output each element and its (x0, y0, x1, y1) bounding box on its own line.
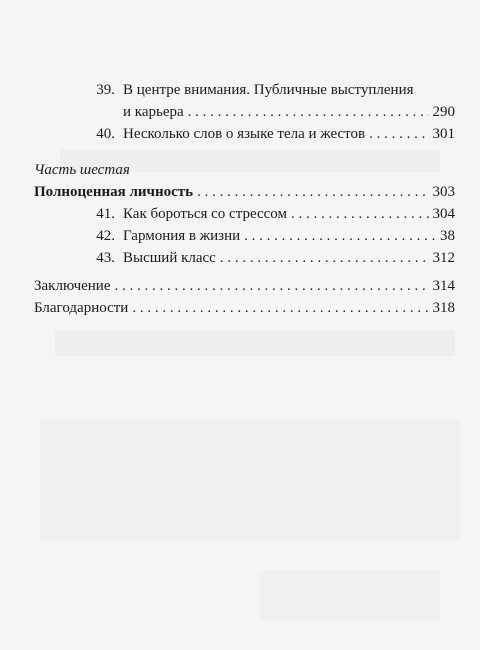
toc-entry-39-line1[interactable] (46, 80, 414, 100)
dot-leader (244, 226, 436, 246)
dot-leader (188, 102, 429, 122)
bleed-through-shadow (55, 330, 455, 356)
page-number: 314 (432, 278, 455, 294)
toc-entry-42[interactable] (46, 226, 455, 246)
chapter-number: 40. (96, 126, 115, 142)
dot-leader (115, 276, 429, 296)
chapter-number: 42. (96, 228, 115, 244)
page-number: 303 (432, 184, 455, 200)
chapter-title-continued: и карьера (123, 104, 184, 120)
section-title: Заключение (34, 278, 111, 294)
dot-leader (197, 182, 428, 202)
chapter-number: 39. (96, 82, 115, 98)
part-label: Часть шестая (34, 162, 130, 178)
page-number: 304 (432, 206, 455, 222)
page-number: 318 (432, 300, 455, 316)
section-title: Благодарности (34, 300, 129, 316)
part-title: Полноценная личность (34, 184, 194, 200)
toc-entry-40[interactable] (46, 124, 455, 144)
toc-entry-conclusion[interactable] (34, 276, 455, 296)
chapter-title: Гармония в жизни (123, 228, 241, 244)
dot-leader (220, 248, 429, 268)
bleed-through-shadow (40, 420, 460, 540)
toc-entry-41[interactable] (46, 204, 455, 224)
page-number: 301 (432, 126, 455, 142)
chapter-number: 41. (96, 206, 115, 222)
dot-leader (132, 298, 428, 318)
chapter-number: 43. (96, 250, 115, 266)
toc-entry-acknowledgements[interactable] (34, 298, 455, 318)
toc-entry-43[interactable] (46, 248, 455, 268)
chapter-title: В центре внимания. Публичные выступления (123, 82, 414, 98)
dot-leader (369, 124, 428, 144)
toc-entry-39-line2[interactable] (46, 102, 455, 122)
chapter-title: Несколько слов о языке тела и жестов (123, 126, 366, 142)
page-number: 38 (440, 228, 455, 244)
chapter-title: Высший класс (123, 250, 216, 266)
page-number: 290 (432, 104, 455, 120)
page-number: 312 (432, 250, 455, 266)
bleed-through-shadow (260, 570, 440, 620)
part-title-entry[interactable] (34, 182, 455, 202)
chapter-title: Как бороться со стрессом (123, 206, 287, 222)
dot-leader (291, 204, 429, 224)
